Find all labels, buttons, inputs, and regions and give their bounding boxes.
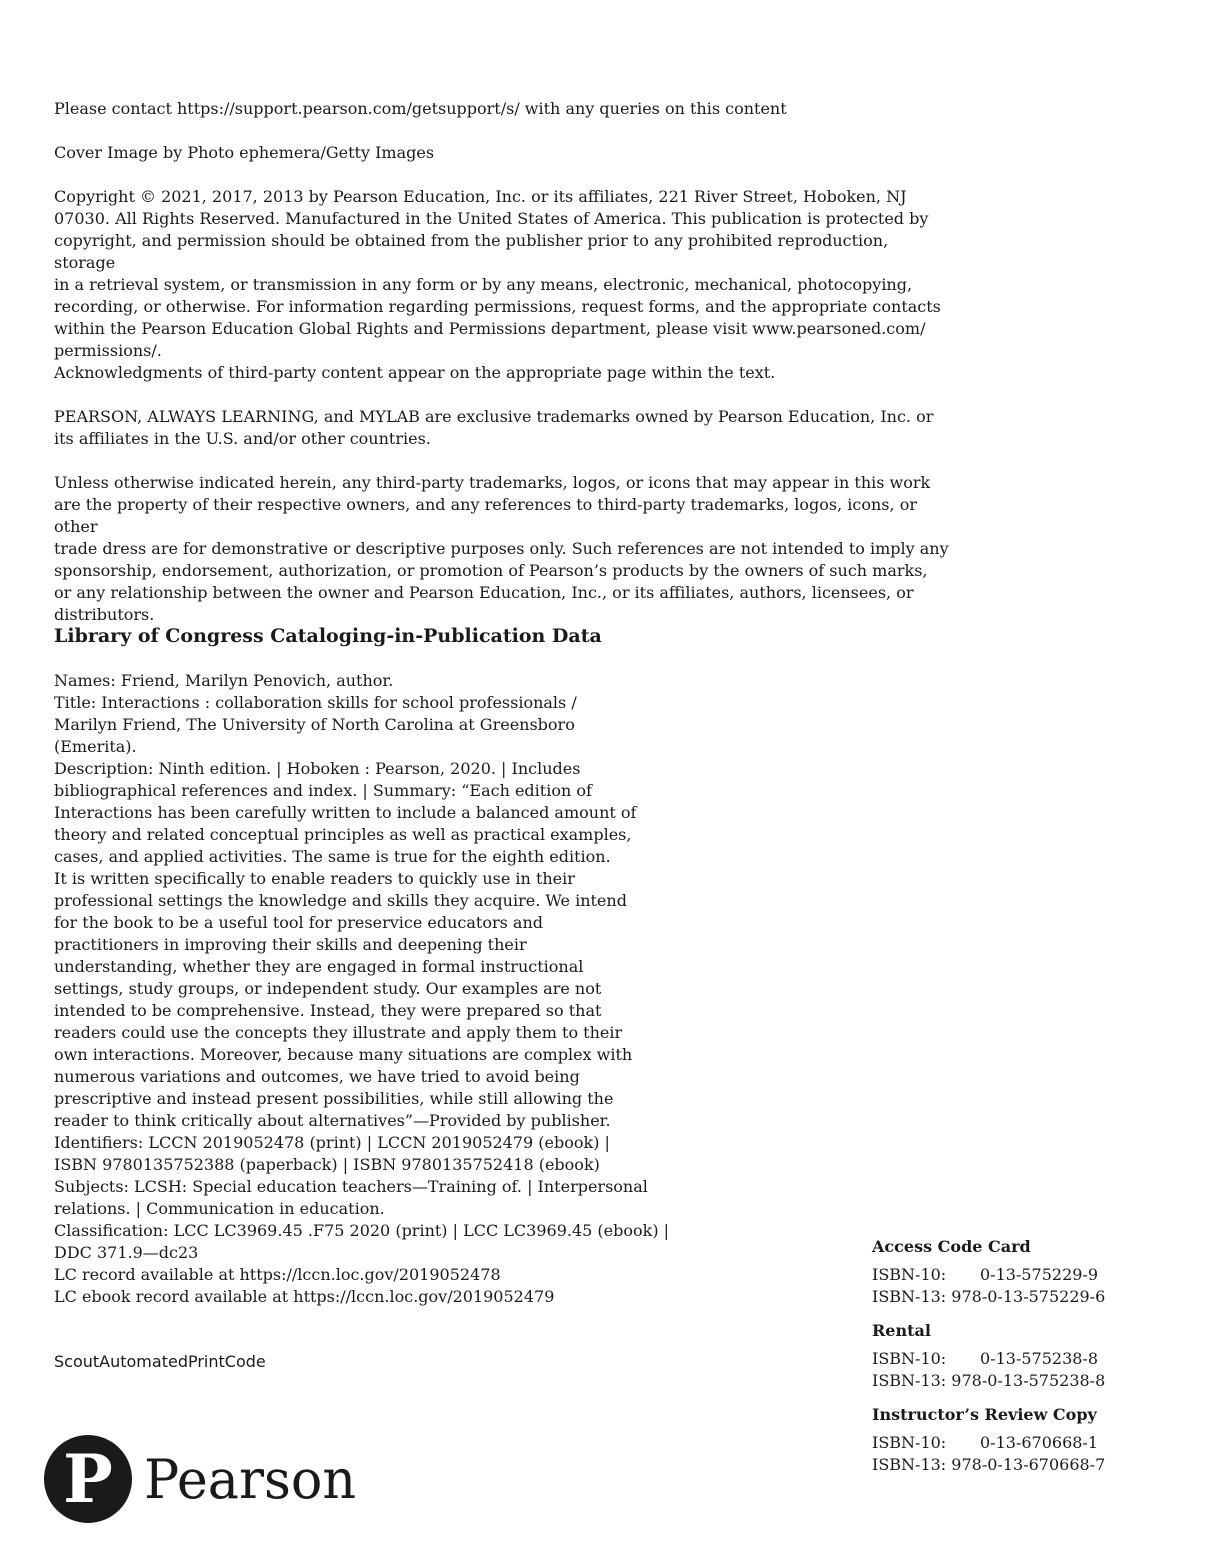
cip-title-line: Marilyn Friend, The University of North Carolina at Greensboro bbox=[54, 715, 575, 734]
isbn13-value: 978-0-13-575238-8 bbox=[951, 1371, 1106, 1390]
trademark-line: its affiliates in the U.S. and/or other countries. bbox=[54, 429, 431, 448]
isbn13-row bbox=[872, 1286, 1105, 1308]
cip-subjects-line: Subjects: LCSH: Special education teachers—Training of. | Interpersonal bbox=[54, 1177, 648, 1196]
copyright-line: 07030. All Rights Reserved. Manufactured in the United States of America. This publication is protected by bbox=[54, 209, 929, 228]
isbn10-label: ISBN-10: bbox=[872, 1349, 947, 1368]
cip-description-line: own interactions. Moreover, because many situations are complex with bbox=[54, 1045, 633, 1064]
cip-description-line: reader to think critically about alternatives”—Provided by publisher. bbox=[54, 1111, 611, 1130]
trademark-line: PEARSON, ALWAYS LEARNING, and MYLAB are exclusive trademarks owned by Pearson Education, Inc. or bbox=[54, 407, 934, 426]
cip-subjects bbox=[54, 1176, 694, 1220]
cip-description-line: It is written specifically to enable readers to quickly use in their bbox=[54, 869, 575, 888]
third-party-line: sponsorship, endorsement, authorization, or promotion of Pearson’s products by the owners of such marks, bbox=[54, 561, 928, 580]
third-party-line: trade dress are for demonstrative or descriptive purposes only. Such references are not intended to imply any bbox=[54, 539, 949, 558]
isbn13-row bbox=[872, 1370, 1105, 1392]
cip-heading: Library of Congress Cataloging-in-Publication Data bbox=[54, 625, 602, 647]
cip-classification bbox=[54, 1220, 694, 1264]
copyright-line: Copyright © 2021, 2017, 2013 by Pearson Education, Inc. or its affiliates, 221 River Street, Hoboken, NJ bbox=[54, 187, 907, 206]
isbn-block-title: Access Code Card bbox=[872, 1237, 1031, 1256]
pearson-logo-svg bbox=[44, 1430, 374, 1528]
isbn10-row bbox=[872, 1348, 1105, 1370]
cip-description-line: cases, and applied activities. The same is true for the eighth edition. bbox=[54, 847, 611, 866]
isbn13-label: ISBN-13: bbox=[872, 1455, 947, 1474]
copyright-line: within the Pearson Education Global Rights and Permissions department, please visit www.pearsoned.com/ bbox=[54, 319, 926, 338]
isbn10-value: 0-13-670668-1 bbox=[980, 1433, 1099, 1452]
print-code: ScoutAutomatedPrintCode bbox=[54, 1352, 266, 1371]
cip-description-line: settings, study groups, or independent study. Our examples are not bbox=[54, 979, 602, 998]
cip-description-line: bibliographical references and index. | Summary: “Each edition of bbox=[54, 781, 592, 800]
isbn-block-access-code bbox=[872, 1236, 1105, 1308]
cip-description-line: intended to be comprehensive. Instead, they were prepared so that bbox=[54, 1001, 602, 1020]
copyright-line: in a retrieval system, or transmission in any form or by any means, electronic, mechanical, photocopying, bbox=[54, 275, 913, 294]
cip-description bbox=[54, 758, 694, 1132]
isbn13-label: ISBN-13: bbox=[872, 1371, 947, 1390]
cip-identifiers-line: Identifiers: LCCN 2019052478 (print) | LCCN 2019052479 (ebook) | bbox=[54, 1133, 610, 1152]
pearson-mark-letter: P bbox=[63, 1440, 113, 1518]
third-party-line: distributors. bbox=[54, 605, 155, 624]
cip-title-line: Title: Interactions : collaboration skills for school professionals / bbox=[54, 693, 577, 712]
cip-description-line: understanding, whether they are engaged in formal instructional bbox=[54, 957, 584, 976]
third-party-line: Unless otherwise indicated herein, any third-party trademarks, logos, or icons that may appear in this work bbox=[54, 473, 931, 492]
isbn10-label: ISBN-10: bbox=[872, 1433, 947, 1452]
cip-names: Names: Friend, Marilyn Penovich, author. bbox=[54, 671, 394, 690]
isbn13-label: ISBN-13: bbox=[872, 1287, 947, 1306]
third-party-notice bbox=[54, 472, 954, 626]
isbn-block-title: Rental bbox=[872, 1321, 931, 1340]
cip-description-line: Interactions has been carefully written to include a balanced amount of bbox=[54, 803, 637, 822]
cip-identifiers bbox=[54, 1132, 694, 1176]
isbn13-value: 978-0-13-575229-6 bbox=[951, 1287, 1106, 1306]
isbn10-row bbox=[872, 1432, 1105, 1454]
isbn-block-title: Instructor’s Review Copy bbox=[872, 1405, 1097, 1424]
isbn10-label: ISBN-10: bbox=[872, 1265, 947, 1284]
copyright-line: recording, or otherwise. For information regarding permissions, request forms, and the appropriate contacts bbox=[54, 297, 941, 316]
copyright-line: copyright, and permission should be obtained from the publisher prior to any prohibited reproduction, storage bbox=[54, 231, 889, 272]
third-party-line: or any relationship between the owner and Pearson Education, Inc., or its affiliates, authors, licensees, or bbox=[54, 583, 914, 602]
pearson-logo bbox=[44, 1430, 374, 1532]
cip-description-line: theory and related conceptual principles as well as practical examples, bbox=[54, 825, 632, 844]
acknowledgments: Acknowledgments of third-party content appear on the appropriate page within the text. bbox=[54, 363, 776, 382]
cip-subjects-line: relations. | Communication in education. bbox=[54, 1199, 385, 1218]
isbn-block-rental bbox=[872, 1320, 1105, 1392]
cip-identifiers-line: ISBN 9780135752388 (paperback) | ISBN 9780135752418 (ebook) bbox=[54, 1155, 600, 1174]
cip-description-line: prescriptive and instead present possibilities, while still allowing the bbox=[54, 1089, 614, 1108]
lc-ebook-record: LC ebook record available at https://lccn.loc.gov/2019052479 bbox=[54, 1287, 555, 1306]
pearson-wordmark: Pearson bbox=[144, 1448, 356, 1511]
cip-classification-line: Classification: LCC LC3969.45 .F75 2020 (print) | LCC LC3969.45 (ebook) | bbox=[54, 1221, 670, 1240]
copyright-notice bbox=[54, 186, 954, 362]
cip-description-line: professional settings the knowledge and skills they acquire. We intend bbox=[54, 891, 627, 910]
cip-description-line: practitioners in improving their skills and deepening their bbox=[54, 935, 527, 954]
isbn10-value: 0-13-575238-8 bbox=[980, 1349, 1099, 1368]
isbn-block-instructor-review bbox=[872, 1404, 1105, 1476]
cip-data bbox=[54, 670, 694, 1308]
cip-classification-line: DDC 371.9—dc23 bbox=[54, 1243, 199, 1262]
cip-description-line: Description: Ninth edition. | Hoboken : Pearson, 2020. | Includes bbox=[54, 759, 581, 778]
isbn10-row bbox=[872, 1264, 1105, 1286]
isbn13-row bbox=[872, 1454, 1105, 1476]
contact-line: Please contact https://support.pearson.com/getsupport/s/ with any queries on this content bbox=[54, 99, 787, 118]
cip-description-line: for the book to be a useful tool for preservice educators and bbox=[54, 913, 544, 932]
cip-description-line: numerous variations and outcomes, we have tried to avoid being bbox=[54, 1067, 580, 1086]
cip-title bbox=[54, 692, 694, 758]
isbn10-value: 0-13-575229-9 bbox=[980, 1265, 1099, 1284]
isbn13-value: 978-0-13-670668-7 bbox=[951, 1455, 1106, 1474]
cover-credit: Cover Image by Photo ephemera/Getty Images bbox=[54, 143, 435, 162]
cip-title-line: (Emerita). bbox=[54, 737, 137, 756]
lc-record: LC record available at https://lccn.loc.gov/2019052478 bbox=[54, 1265, 501, 1284]
copyright-line: permissions/. bbox=[54, 341, 162, 360]
third-party-line: are the property of their respective owners, and any references to third-party trademarks, logos, icons, or other bbox=[54, 495, 917, 536]
cip-description-line: readers could use the concepts they illustrate and apply them to their bbox=[54, 1023, 623, 1042]
trademark-notice bbox=[54, 406, 954, 450]
